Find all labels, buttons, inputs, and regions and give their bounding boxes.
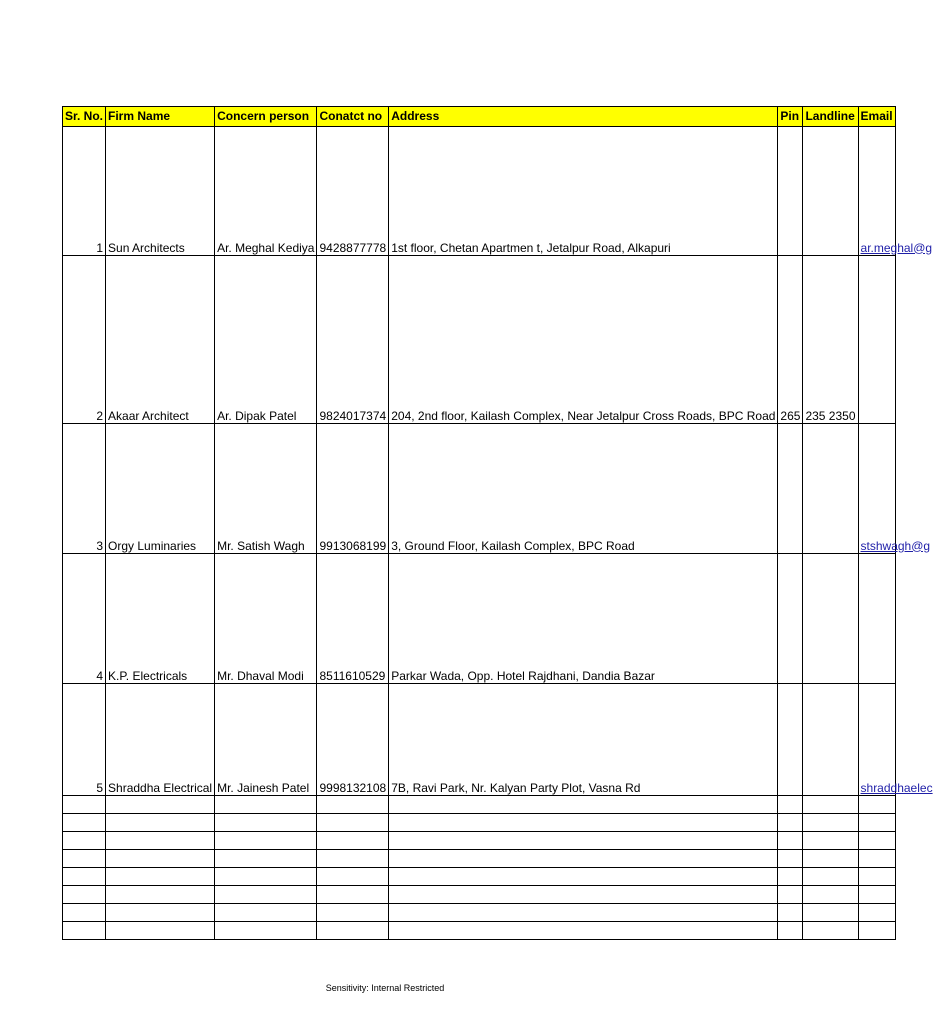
empty-cell — [215, 904, 317, 922]
cell-email[interactable]: stshwagh@g — [858, 424, 895, 554]
cell-firm-name: Sun Architects — [106, 127, 215, 256]
empty-cell — [389, 814, 778, 832]
empty-cell — [803, 904, 858, 922]
empty-cell — [63, 850, 106, 868]
empty-cell — [778, 850, 803, 868]
empty-cell — [778, 886, 803, 904]
empty-row — [63, 814, 896, 832]
empty-cell — [858, 886, 895, 904]
empty-cell — [63, 814, 106, 832]
empty-cell — [778, 814, 803, 832]
cell-email — [858, 256, 895, 424]
cell-email[interactable]: ar.meghal@g — [858, 127, 895, 256]
empty-cell — [106, 904, 215, 922]
cell-email[interactable]: shraddhaelec — [858, 684, 895, 796]
empty-cell — [778, 922, 803, 940]
empty-cell — [389, 886, 778, 904]
cell-landline: 235 2350 — [803, 256, 858, 424]
empty-cell — [858, 796, 895, 814]
cell-firm-name: Shraddha Electrical — [106, 684, 215, 796]
empty-cell — [215, 922, 317, 940]
empty-cell — [803, 868, 858, 886]
header-landline: Landline — [803, 107, 858, 127]
cell-sr-no: 4 — [63, 554, 106, 684]
contacts-table — [62, 106, 933, 940]
header-contact-no: Conatct no — [317, 107, 389, 127]
empty-row — [63, 832, 896, 850]
empty-cell — [106, 814, 215, 832]
empty-cell — [317, 832, 389, 850]
header-firm-name: Firm Name — [106, 107, 215, 127]
empty-cell — [215, 832, 317, 850]
cell-contact-no: 9998132108 — [317, 684, 389, 796]
cell-address: 3, Ground Floor, Kailash Complex, BPC Road — [389, 424, 778, 554]
cell-concern-person: Ar. Dipak Patel — [215, 256, 317, 424]
empty-cell — [803, 922, 858, 940]
empty-row — [63, 904, 896, 922]
empty-cell — [215, 814, 317, 832]
empty-cell — [63, 832, 106, 850]
header-sr-no: Sr. No. — [63, 107, 106, 127]
empty-cell — [389, 796, 778, 814]
empty-cell — [317, 814, 389, 832]
header-email: Email — [858, 107, 895, 127]
empty-cell — [106, 922, 215, 940]
empty-cell — [215, 850, 317, 868]
cell-sr-no: 1 — [63, 127, 106, 256]
cell-sr-no: 5 — [63, 684, 106, 796]
empty-cell — [63, 886, 106, 904]
empty-row — [63, 868, 896, 886]
empty-cell — [106, 796, 215, 814]
empty-cell — [106, 868, 215, 886]
cell-landline — [803, 554, 858, 684]
header-address: Address — [389, 107, 778, 127]
empty-row — [63, 886, 896, 904]
empty-cell — [858, 922, 895, 940]
table-row — [63, 256, 896, 424]
empty-cell — [803, 886, 858, 904]
cell-pin — [778, 684, 803, 796]
empty-cell — [317, 904, 389, 922]
cell-contact-no: 9913068199 — [317, 424, 389, 554]
empty-cell — [215, 868, 317, 886]
empty-cell — [63, 922, 106, 940]
table-row — [63, 127, 896, 256]
cell-concern-person: Ar. Meghal Kediya — [215, 127, 317, 256]
empty-cell — [803, 850, 858, 868]
empty-cell — [317, 868, 389, 886]
cell-concern-person: Mr. Dhaval Modi — [215, 554, 317, 684]
empty-cell — [778, 904, 803, 922]
cell-firm-name: Akaar Architect — [106, 256, 215, 424]
empty-cell — [389, 832, 778, 850]
cell-contact-no: 9824017374 — [317, 256, 389, 424]
empty-cell — [778, 832, 803, 850]
cell-landline — [803, 127, 858, 256]
empty-cell — [106, 832, 215, 850]
table-row — [63, 684, 896, 796]
empty-cell — [317, 886, 389, 904]
cell-email — [858, 554, 895, 684]
cell-address: Parkar Wada, Opp. Hotel Rajdhani, Dandia Bazar — [389, 554, 778, 684]
empty-cell — [803, 796, 858, 814]
empty-cell — [317, 922, 389, 940]
cell-pin — [778, 424, 803, 554]
header-concern-person: Concern person — [215, 107, 317, 127]
empty-cell — [389, 850, 778, 868]
empty-row — [63, 796, 896, 814]
empty-cell — [215, 796, 317, 814]
cell-landline — [803, 684, 858, 796]
cell-pin: 265 — [778, 256, 803, 424]
empty-cell — [858, 904, 895, 922]
cell-sr-no: 3 — [63, 424, 106, 554]
sensitivity-footer: Sensitivity: Internal Restricted — [325, 983, 445, 993]
cell-firm-name: K.P. Electricals — [106, 554, 215, 684]
table-row — [63, 554, 896, 684]
empty-cell — [858, 868, 895, 886]
empty-cell — [858, 850, 895, 868]
table-row — [63, 424, 896, 554]
cell-pin — [778, 127, 803, 256]
cell-contact-no: 8511610529 — [317, 554, 389, 684]
empty-cell — [389, 904, 778, 922]
header-pin: Pin — [778, 107, 803, 127]
empty-cell — [778, 868, 803, 886]
empty-cell — [858, 832, 895, 850]
empty-cell — [63, 904, 106, 922]
empty-cell — [803, 814, 858, 832]
cell-pin — [778, 554, 803, 684]
cell-address: 204, 2nd floor, Kailash Complex, Near Jetalpur Cross Roads, BPC Road — [389, 256, 778, 424]
empty-cell — [317, 796, 389, 814]
empty-cell — [106, 886, 215, 904]
empty-cell — [858, 814, 895, 832]
empty-cell — [389, 922, 778, 940]
empty-row — [63, 850, 896, 868]
header-row — [63, 107, 896, 127]
empty-cell — [389, 868, 778, 886]
cell-contact-no: 9428877778 — [317, 127, 389, 256]
empty-row — [63, 922, 896, 940]
empty-cell — [803, 832, 858, 850]
cell-address: 1st floor, Chetan Apartmen t, Jetalpur Road, Alkapuri — [389, 127, 778, 256]
empty-cell — [215, 886, 317, 904]
empty-cell — [106, 850, 215, 868]
cell-concern-person: Mr. Jainesh Patel — [215, 684, 317, 796]
empty-cell — [778, 796, 803, 814]
empty-cell — [63, 796, 106, 814]
cell-address: 7B, Ravi Park, Nr. Kalyan Party Plot, Vasna Rd — [389, 684, 778, 796]
cell-sr-no: 2 — [63, 256, 106, 424]
empty-cell — [63, 868, 106, 886]
cell-concern-person: Mr. Satish Wagh — [215, 424, 317, 554]
cell-landline — [803, 424, 858, 554]
empty-cell — [317, 850, 389, 868]
cell-firm-name: Orgy Luminaries — [106, 424, 215, 554]
